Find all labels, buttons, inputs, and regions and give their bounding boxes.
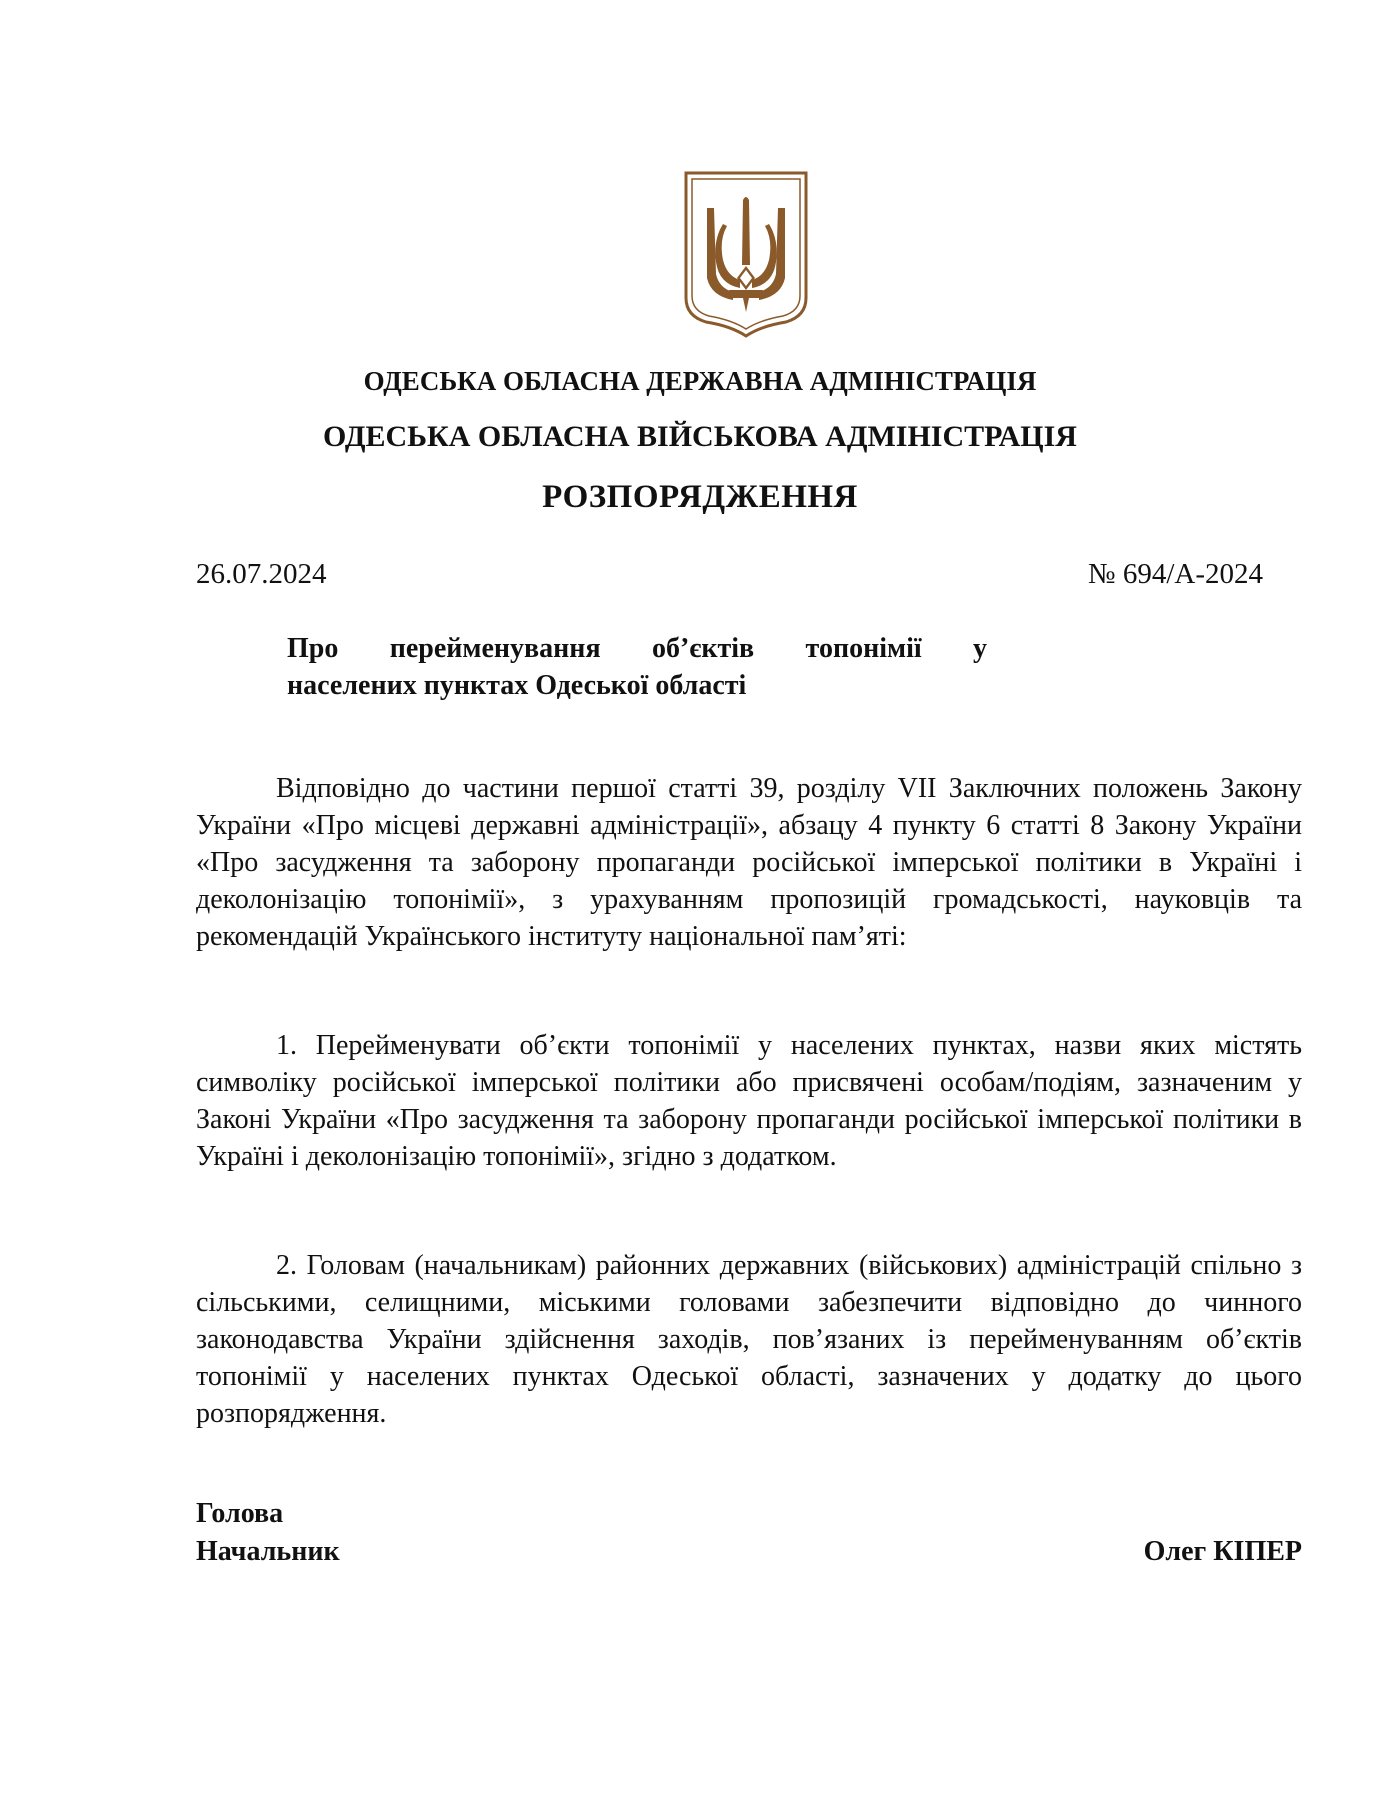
clause-2-paragraph: 2. Головам (начальникам) районних державних (військових) адміністрацій спільно з сільськими, селищними, міськими головами забезпечити відповідно до чинного законодавства України здійснення заходів, пов’язаних із перейменуванням об’єктів топонімії у населених пунктах Одеської області, зазначених у додатку до цього розпорядження. [196, 1250, 1302, 1429]
signatory-name: Олег КІПЕР [1143, 1536, 1302, 1567]
signatory-role-head: Голова [196, 1498, 284, 1529]
clause-1-paragraph: 1. Перейменувати об’єкти топонімії у населених пунктах, назви яких містять символіку російської імперської політики або присвячені особам/подіям, зазначеним у Законі України «Про засудження та заборону пропаганди російської імперської політики в Україні і деколонізацію топонімії», згідно з додатком. [196, 1030, 1302, 1172]
signatory-role-chief: Начальник [196, 1536, 340, 1567]
document-date: 26.07.2024 [196, 558, 327, 590]
subject-line-1: Про перейменування об’єктів топонімії у [287, 633, 987, 664]
administration-title-state: ОДЕСЬКА ОБЛАСНА ДЕРЖАВНА АДМІНІСТРАЦІЯ [363, 366, 1037, 396]
document-type-title: РОЗПОРЯДЖЕННЯ [542, 479, 858, 515]
document-subject [287, 630, 987, 704]
tryzub-coat-of-arms-icon [683, 170, 809, 338]
subject-line-2: населених пунктах Одеської області [287, 670, 747, 701]
document-number: № 694/А-2024 [1087, 558, 1263, 590]
preamble-paragraph: Відповідно до частини першої статті 39, розділу VII Заключних положень Закону України «Про місцеві державні адміністрації», абзацу 4 пункту 6 статті 8 Закону України «Про засудження та заборону пропаганди російської імперської політики в Україні і деколонізацію топонімії», з урахуванням пропозицій громадськості, науковців та рекомендацій Українського інституту національної пам’яті: [196, 773, 1302, 952]
administration-title-military: ОДЕСЬКА ОБЛАСНА ВІЙСЬКОВА АДМІНІСТРАЦІЯ [323, 420, 1077, 453]
